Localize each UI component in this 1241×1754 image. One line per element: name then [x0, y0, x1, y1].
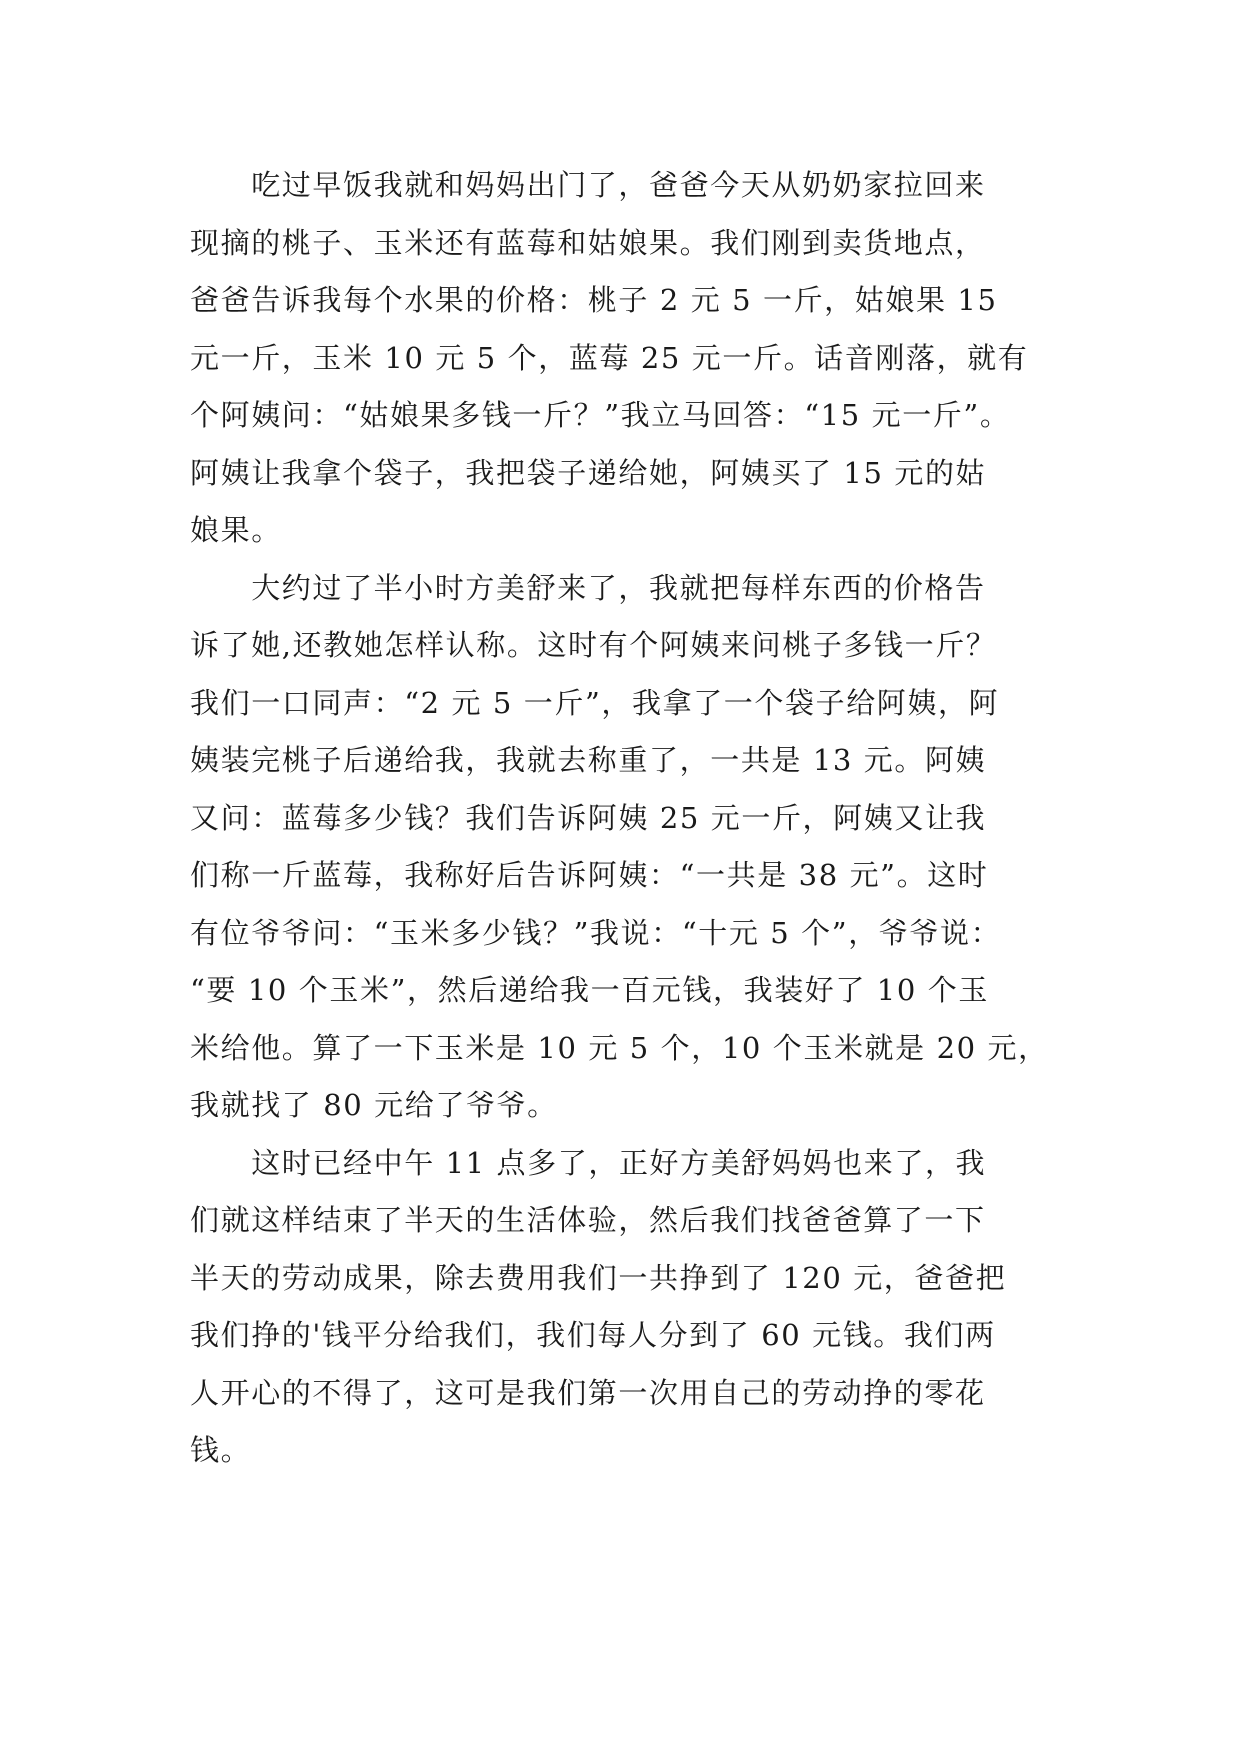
text-line: 米给他。算了一下玉米是 10 元 5 个，10 个玉米就是 20 元， [190, 1030, 1049, 1065]
paragraph-1 [190, 157, 1050, 560]
text-line: 大约过了半小时方美舒来了，我就把每样东西的价格告 [190, 570, 986, 605]
text-line: 们称一斤蓝莓，我称好后告诉阿姨：“一共是 38 元”。这时 [190, 858, 989, 892]
text-line: 诉了她,还教她怎样认称。这时有个阿姨来问桃子多钱一斤？ [190, 628, 997, 662]
text-line: 吃过早饭我就和妈妈出门了，爸爸今天从奶奶家拉回来 [190, 168, 986, 202]
text-line: 这时已经中午 11 点多了，正好方美舒妈妈也来了，我 [190, 1145, 987, 1180]
text-line: 爸爸告诉我每个水果的价格：桃子 2 元 5 一斤，姑娘果 15 [190, 283, 998, 317]
text-line: 我们一口同声：“2 元 5 一斤”，我拿了一个袋子给阿姨，阿 [190, 685, 1000, 720]
paragraph-2 [190, 560, 1050, 1135]
paragraph-3 [190, 1135, 1050, 1480]
text-line: 我们挣的'钱平分给我们，我们每人分到了 60 元钱。我们两 [190, 1318, 996, 1352]
document-body [190, 157, 1050, 1480]
text-line: 又问：蓝莓多少钱？我们告诉阿姨 25 元一斤，阿姨又让我 [190, 800, 987, 835]
text-line: 钱。 [190, 1433, 252, 1467]
text-line: 们就这样结束了半天的生活体验，然后我们找爸爸算了一下 [190, 1203, 986, 1237]
text-line: 有位爷爷问：“玉米多少钱？”我说：“十元 5 个”，爷爷说： [190, 915, 1002, 950]
text-line: 半天的劳动成果，除去费用我们一共挣到了 120 元，爸爸把 [190, 1260, 1007, 1295]
text-line: 元一斤，玉米 10 元 5 个，蓝莓 25 元一斤。话音刚落，就有 [190, 340, 1029, 375]
text-line: 个阿姨问：“姑娘果多钱一斤？”我立马回答：“15 元一斤”。 [190, 398, 1011, 432]
text-line: 姨装完桃子后递给我，我就去称重了，一共是 13 元。阿姨 [190, 743, 987, 777]
text-line: 人开心的不得了，这可是我们第一次用自己的劳动挣的零花 [190, 1375, 986, 1410]
text-line: “要 10 个玉米”，然后递给我一百元钱，我装好了 10 个玉 [190, 973, 989, 1007]
text-line: 我就找了 80 元给了爷爷。 [190, 1088, 558, 1122]
text-line: 现摘的桃子、玉米还有蓝莓和姑娘果。我们刚到卖货地点， [190, 225, 986, 260]
text-line: 娘果。 [190, 513, 282, 547]
text-line: 阿姨让我拿个袋子，我把袋子递给她，阿姨买了 15 元的姑 [190, 455, 987, 490]
